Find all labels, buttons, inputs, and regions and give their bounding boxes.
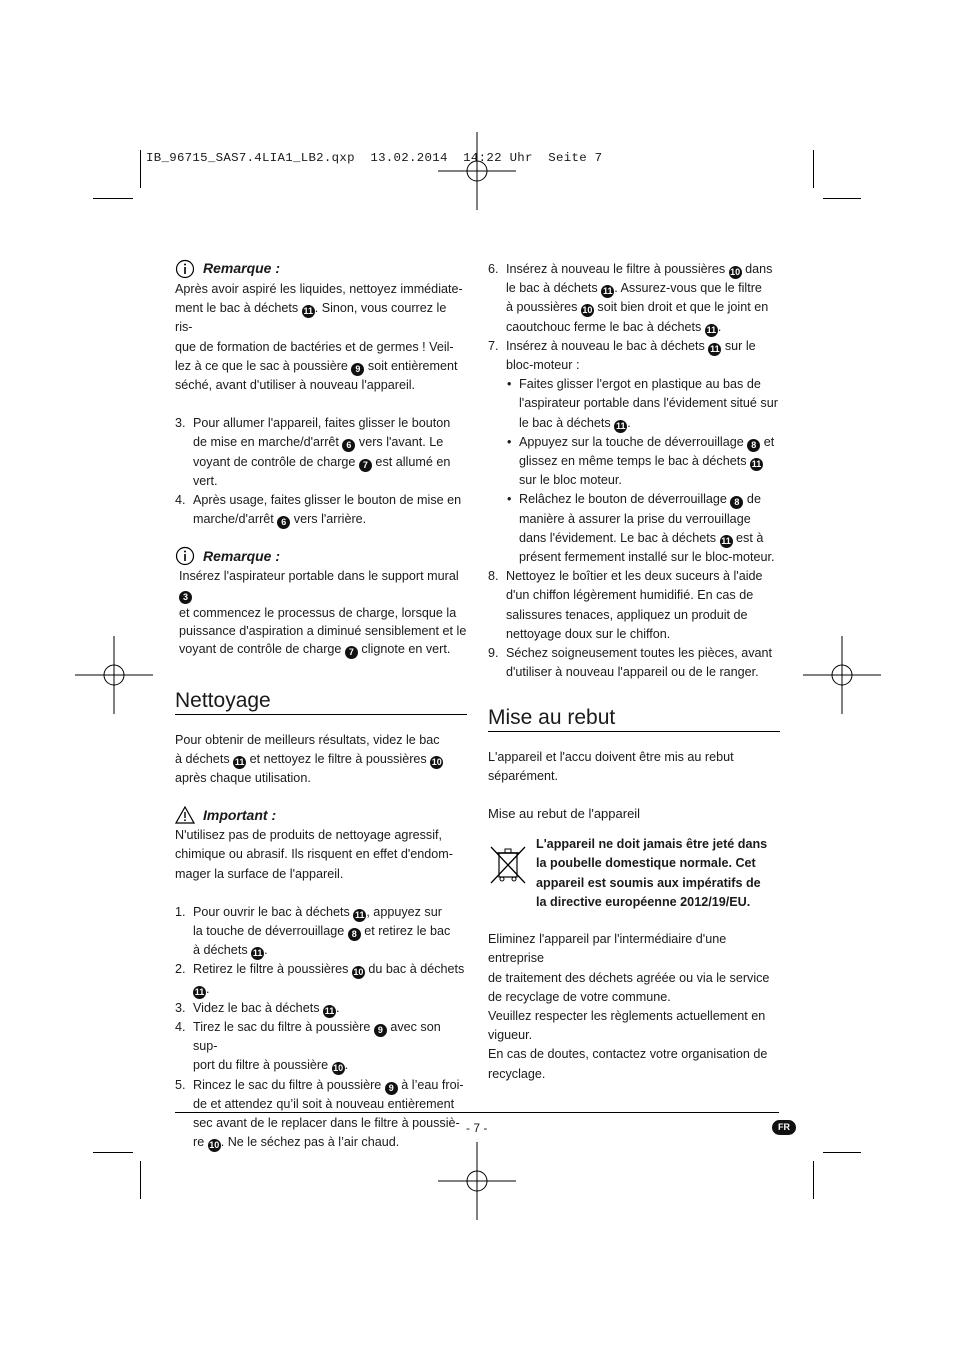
text-line: d'un chiffon légèrement humidifié. En cas de <box>506 588 754 603</box>
disposal-warning-text <box>536 835 767 912</box>
text-line: sec avant de le replacer dans le filtre à poussiè- <box>193 1116 460 1131</box>
text-line: vigueur. <box>488 1028 533 1043</box>
list-item <box>175 960 467 998</box>
info-icon <box>175 259 195 279</box>
text-line: le bac à déchets 11 . <box>519 415 631 431</box>
text-line: de et attendez qu’il soit à nouveau entièrement <box>193 1096 455 1111</box>
reference-number-badge: 8 <box>348 928 361 941</box>
text-line: la poubelle domestique normale. Cet <box>536 856 756 871</box>
step-number: 6. <box>488 262 499 276</box>
text-line: recyclage. <box>488 1066 546 1081</box>
text-line: port du filtre à poussière 10 . <box>193 1058 349 1074</box>
text-line: la touche de déverrouillage 8 et retirez le bac <box>193 924 451 940</box>
step-number: 8. <box>488 569 499 584</box>
reference-number-badge: 7 <box>359 459 372 472</box>
note-body <box>175 567 467 659</box>
step-number: 7. <box>488 338 499 353</box>
section-title: Mise au rebut <box>488 708 780 731</box>
registration-mark <box>438 132 516 210</box>
important-body <box>175 826 467 884</box>
text-line: glissez en même temps le bac à déchets 11 <box>519 454 762 470</box>
reference-number-badge: 11 <box>615 420 626 431</box>
crop-mark <box>140 150 141 188</box>
reference-number-badge: 7 <box>345 646 358 659</box>
registration-mark <box>75 636 153 714</box>
reference-number-badge: 9 <box>374 1024 387 1037</box>
crop-mark <box>823 198 861 199</box>
text-line: vert. <box>193 473 218 488</box>
disposal-body <box>488 930 780 1084</box>
registration-mark <box>803 636 881 714</box>
note-heading <box>175 258 467 280</box>
text-line: chimique ou abrasif. Ils risquent en effet d'endom- <box>175 847 453 862</box>
text-line: • Faites glisser l'ergot en plastique au bas de <box>519 377 761 392</box>
reference-number-badge: 10 <box>582 305 593 316</box>
reference-number-badge: 8 <box>730 496 743 509</box>
important-heading <box>175 804 467 826</box>
text-line: sur le bloc moteur. <box>519 473 622 488</box>
text-line: Insérez à nouveau le filtre à poussières 10 dans <box>506 262 773 277</box>
reference-number-badge: 10 <box>333 1063 344 1074</box>
disposal-intro <box>488 748 780 786</box>
crossed-bin-icon <box>488 843 528 887</box>
language-badge: FR <box>772 1120 796 1135</box>
step-number: 9. <box>488 646 499 661</box>
reference-number-badge: 11 <box>324 1005 335 1016</box>
text-line: Veuillez respecter les règlements actuellement en <box>488 1008 766 1023</box>
reference-number-badge: 11 <box>710 343 720 354</box>
text-line: • Appuyez sur la touche de déverrouillage 8 et <box>519 434 775 450</box>
registration-mark <box>438 1142 516 1220</box>
list-item <box>175 903 467 961</box>
text-line: puissance d'aspiration a diminué sensiblement et le <box>179 624 467 639</box>
bullet-list <box>506 375 780 567</box>
reference-number-badge: 10 <box>353 967 364 978</box>
note-heading <box>175 545 467 567</box>
text-line: Rincez le sac du filtre à poussière 9 à l’eau froi- <box>193 1077 464 1093</box>
list-item <box>175 999 467 1018</box>
page-number: - 7 - <box>466 1121 488 1135</box>
footer-rule <box>175 1112 779 1113</box>
text-line: d'utiliser à nouveau l'appareil ou de le ranger. <box>506 665 759 680</box>
reference-number-badge: 6 <box>277 516 290 529</box>
text-line: après chaque utilisation. <box>175 771 311 786</box>
reference-number-badge: 6 <box>342 439 355 452</box>
text-line: dans l'évidement. Le bac à déchets 11 est à <box>519 530 764 546</box>
right-column <box>488 260 780 1084</box>
reference-number-badge: 11 <box>355 909 365 920</box>
reference-number-badge: 11 <box>194 986 205 997</box>
text-line: Séchez soigneusement toutes les pièces, avant <box>506 646 773 661</box>
reference-number-badge: 11 <box>252 948 263 959</box>
text-line: le bac à déchets 11 . Assurez-vous que le filtre <box>506 281 762 297</box>
note-body <box>175 280 467 395</box>
crop-mark <box>813 150 814 188</box>
text-line: séparément. <box>488 768 559 783</box>
step-number: 4. <box>175 1020 186 1035</box>
text-line: voyant de contrôle de charge 7 est allumé en <box>193 454 451 470</box>
text-line: séché, avant d'utiliser à nouveau l'appareil. <box>175 378 416 393</box>
text-line: Nettoyez le boîtier et les deux suceurs à l'aide <box>506 569 763 584</box>
text-line: bloc-moteur : <box>506 358 580 373</box>
reference-number-badge: 9 <box>351 363 364 376</box>
disposal-warning-block <box>488 835 780 912</box>
text-line: Videz le bac à déchets 11 . <box>193 1000 340 1016</box>
step-number: 5. <box>175 1077 186 1092</box>
list-item <box>175 1018 467 1076</box>
note-title: Remarque : <box>203 547 281 564</box>
reference-number-badge: 3 <box>179 591 192 604</box>
crop-mark <box>813 1161 814 1199</box>
section-title: Nettoyage <box>175 691 467 714</box>
text-line: mager la surface de l'appareil. <box>175 866 344 881</box>
text-line: de recyclage de votre commune. <box>488 989 671 1004</box>
text-line: ment le bac à déchets 11 . Sinon, vous courrez le ris- <box>175 301 447 335</box>
text-line: Insérez à nouveau le bac à déchets 11 sur le <box>506 338 756 354</box>
text-line: salissures tenaces, appliquez un produit de <box>506 607 748 622</box>
step-number: 1. <box>175 904 186 919</box>
crop-mark <box>140 1161 141 1199</box>
text-line: à déchets 11 et nettoyez le filtre à poussières 10 <box>175 751 442 767</box>
reference-number-badge: 10 <box>209 1140 220 1151</box>
text-line: à déchets 11 . <box>193 943 268 959</box>
step-number: 3. <box>175 1000 186 1015</box>
reference-number-badge: 10 <box>730 267 741 277</box>
text-line: appareil est soumis aux impératifs de <box>536 875 761 890</box>
step-number: 2. <box>175 962 186 977</box>
list-item <box>175 491 467 529</box>
reference-number-badge: 10 <box>431 756 442 767</box>
text-line: • Relâchez le bouton de déverrouillage 8 de <box>519 492 761 508</box>
note-title: Remarque : <box>203 260 281 277</box>
list-item <box>488 260 780 337</box>
text-line: Après avoir aspiré les liquides, nettoyez immédiate- <box>175 282 463 296</box>
text-line: de mise en marche/d'arrêt 6 vers l'avant. Le <box>193 435 444 451</box>
text-line: la directive européenne 2012/19/EU. <box>536 894 751 909</box>
text-line: Pour ouvrir le bac à déchets 11 , appuyez sur <box>193 904 442 920</box>
text-line: L'appareil et l'accu doivent être mis au rebut <box>488 749 734 764</box>
text-line: Pour allumer l'appareil, faites glisser le bouton <box>193 416 451 431</box>
step-number: 3. <box>175 416 186 431</box>
reference-number-badge: 11 <box>751 459 762 470</box>
text-line: N'utilisez pas de produits de nettoyage agressif, <box>175 828 443 843</box>
bullet-item <box>506 433 780 491</box>
text-line: voyant de contrôle de charge 7 clignote en vert. <box>179 642 451 658</box>
crop-mark <box>93 198 133 199</box>
section-intro <box>175 731 467 789</box>
warning-icon <box>175 806 195 824</box>
reference-number-badge: 11 <box>721 535 731 546</box>
important-title: Important : <box>203 806 277 823</box>
reference-number-badge: 11 <box>303 306 313 317</box>
text-line: lez à ce que le sac à poussière 9 soit entièrement <box>175 358 458 374</box>
list-item <box>488 644 780 682</box>
text-line: Retirez le filtre à poussières 10 du bac à déchets 11 . <box>193 962 465 997</box>
text-line: Tirez le sac du filtre à poussière 9 avec son sup- <box>193 1020 441 1054</box>
text-line: Eliminez l'appareil par l'intermédiaire d'une entreprise <box>488 932 727 966</box>
disposal-subtitle: Mise au rebut de l'appareil <box>488 806 641 822</box>
crop-mark <box>93 1152 133 1153</box>
print-slug: IB_96715_SAS7.4LIA1_LB2.qxp 13.02.2014 14:22 Uhr Seite 7 <box>146 151 603 165</box>
list-item <box>488 337 780 567</box>
reference-number-badge: 11 <box>706 324 717 335</box>
steps-list <box>175 414 467 529</box>
reference-number-badge: 8 <box>747 439 760 452</box>
text-line: Insérez l'aspirateur portable dans le support mural 3 <box>179 569 459 603</box>
step-number: 4. <box>175 493 186 508</box>
cleaning-steps-list <box>175 903 467 1153</box>
text-line: Après usage, faites glisser le bouton de mise en <box>193 493 462 508</box>
text-line: que de formation de bactéries et de germes ! Veil- <box>175 339 454 354</box>
info-icon <box>175 546 195 566</box>
crop-mark <box>823 1152 861 1153</box>
text-line: de traitement des déchets agréée ou via le service <box>488 970 770 985</box>
text-line: L'appareil ne doit jamais être jeté dans <box>536 837 768 852</box>
text-line: présent fermement installé sur le bloc-moteur. <box>519 550 775 565</box>
left-column <box>175 258 467 1153</box>
list-item <box>175 414 467 491</box>
text-line: Pour obtenir de meilleurs résultats, videz le bac <box>175 732 440 747</box>
text-line: marche/d'arrêt 6 vers l'arrière. <box>193 512 367 528</box>
text-line: et commencez le processus de charge, lorsque la <box>179 606 457 621</box>
text-line: caoutchouc ferme le bac à déchets 11 . <box>506 319 722 335</box>
list-item <box>175 1076 467 1153</box>
text-line: re 10 . Ne le séchez pas à l’air chaud. <box>193 1135 400 1151</box>
text-line: l'aspirateur portable dans l'évidement situé sur <box>519 396 778 411</box>
text-line: En cas de doutes, contactez votre organisation de <box>488 1047 768 1062</box>
reference-number-badge: 11 <box>234 756 245 767</box>
bullet-item <box>506 490 780 567</box>
bullet-item <box>506 375 780 433</box>
list-item <box>488 567 780 644</box>
reference-number-badge: 9 <box>385 1082 398 1095</box>
reference-number-badge: 11 <box>602 286 613 297</box>
text-line: nettoyage doux sur le chiffon. <box>506 626 671 641</box>
text-line: à poussières 10 soit bien droit et que le joint en <box>506 300 769 316</box>
text-line: manière à assurer la prise du verrouillage <box>519 511 751 526</box>
steps-list-continued <box>488 260 780 682</box>
